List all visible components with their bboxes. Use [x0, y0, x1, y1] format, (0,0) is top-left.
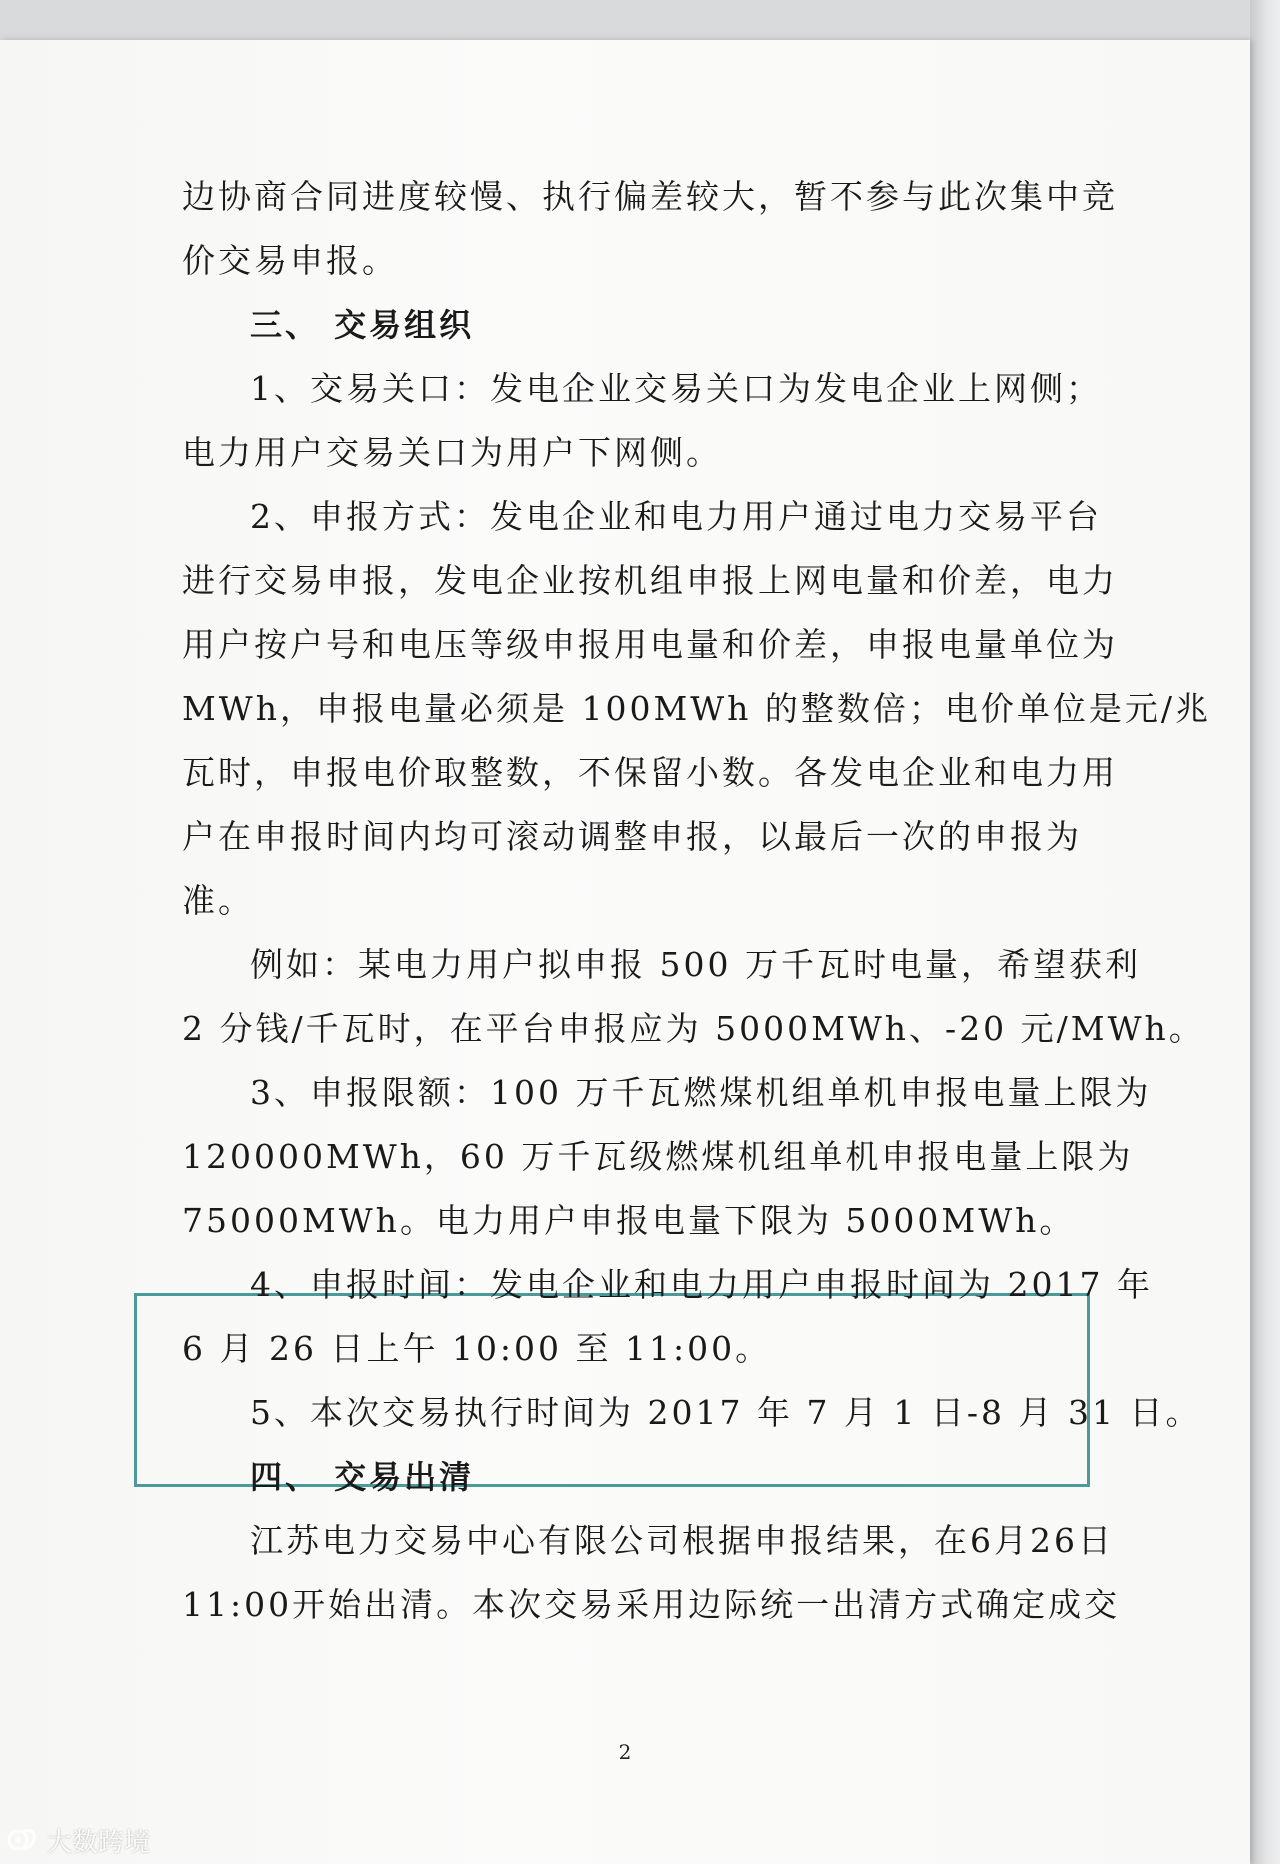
text-line: 3、申报限额：100 万千瓦燃煤机组单机申报电量上限为	[250, 1073, 1152, 1112]
text-line: 例如：某电力用户拟申报 500 万千瓦时电量，希望获利	[250, 945, 1141, 984]
brand-logo-icon	[6, 1825, 40, 1855]
text-line: 6 月 26 日上午 10:00 至 11:00。	[182, 1329, 772, 1368]
text-line: 电力用户交易关口为用户下网侧。	[182, 433, 722, 472]
text-line: 5、本次交易执行时间为 2017 年 7 月 1 日-8 月 31 日。	[250, 1393, 1202, 1432]
text-line: 准。	[182, 881, 254, 920]
text-line: 1、交易关口：发电企业交易关口为发电企业上网侧；	[250, 369, 1102, 408]
section-heading: 四、 交易出清	[250, 1458, 475, 1496]
watermark-text: 大数跨境	[46, 1827, 151, 1858]
text-line: 瓦时，申报电价取整数，不保留小数。各发电企业和电力用	[182, 753, 1118, 792]
text-line: 价交易申报。	[182, 241, 398, 280]
text-line: 120000MWh，60 万千瓦级燃煤机组单机申报电量上限为	[182, 1137, 1134, 1176]
text-line: 用户按户号和电压等级申报用电量和价差，申报电量单位为	[182, 625, 1118, 664]
section-heading: 三、 交易组织	[250, 306, 475, 344]
text-line: 2、申报方式：发电企业和电力用户通过电力交易平台	[250, 497, 1102, 536]
text-line: 户在申报时间内均可滚动调整申报，以最后一次的申报为	[182, 817, 1082, 856]
text-line: 75000MWh。电力用户申报电量下限为 5000MWh。	[182, 1201, 1076, 1240]
text-line: MWh，申报电量必须是 100MWh 的整数倍；电价单位是元/兆	[182, 689, 1212, 728]
watermark	[6, 1822, 150, 1858]
scan-background-edge	[1250, 0, 1280, 1864]
text-line: 江苏电力交易中心有限公司根据申报结果，在6月26日	[250, 1521, 1114, 1560]
text-line: 2 分钱/千瓦时，在平台申报应为 5000MWh、-20 元/MWh。	[182, 1009, 1205, 1048]
text-line: 4、申报时间：发电企业和电力用户申报时间为 2017 年	[250, 1265, 1153, 1304]
text-line: 进行交易申报，发电企业按机组申报上网电量和价差，电力	[182, 561, 1118, 600]
page-number: 2	[618, 1740, 632, 1764]
document-body	[182, 165, 1212, 1637]
text-line: 边协商合同进度较慢、执行偏差较大，暂不参与此次集中竞	[182, 177, 1118, 216]
text-line: 11:00开始出清。本次交易采用边际统一出清方式确定成交	[182, 1585, 1121, 1624]
